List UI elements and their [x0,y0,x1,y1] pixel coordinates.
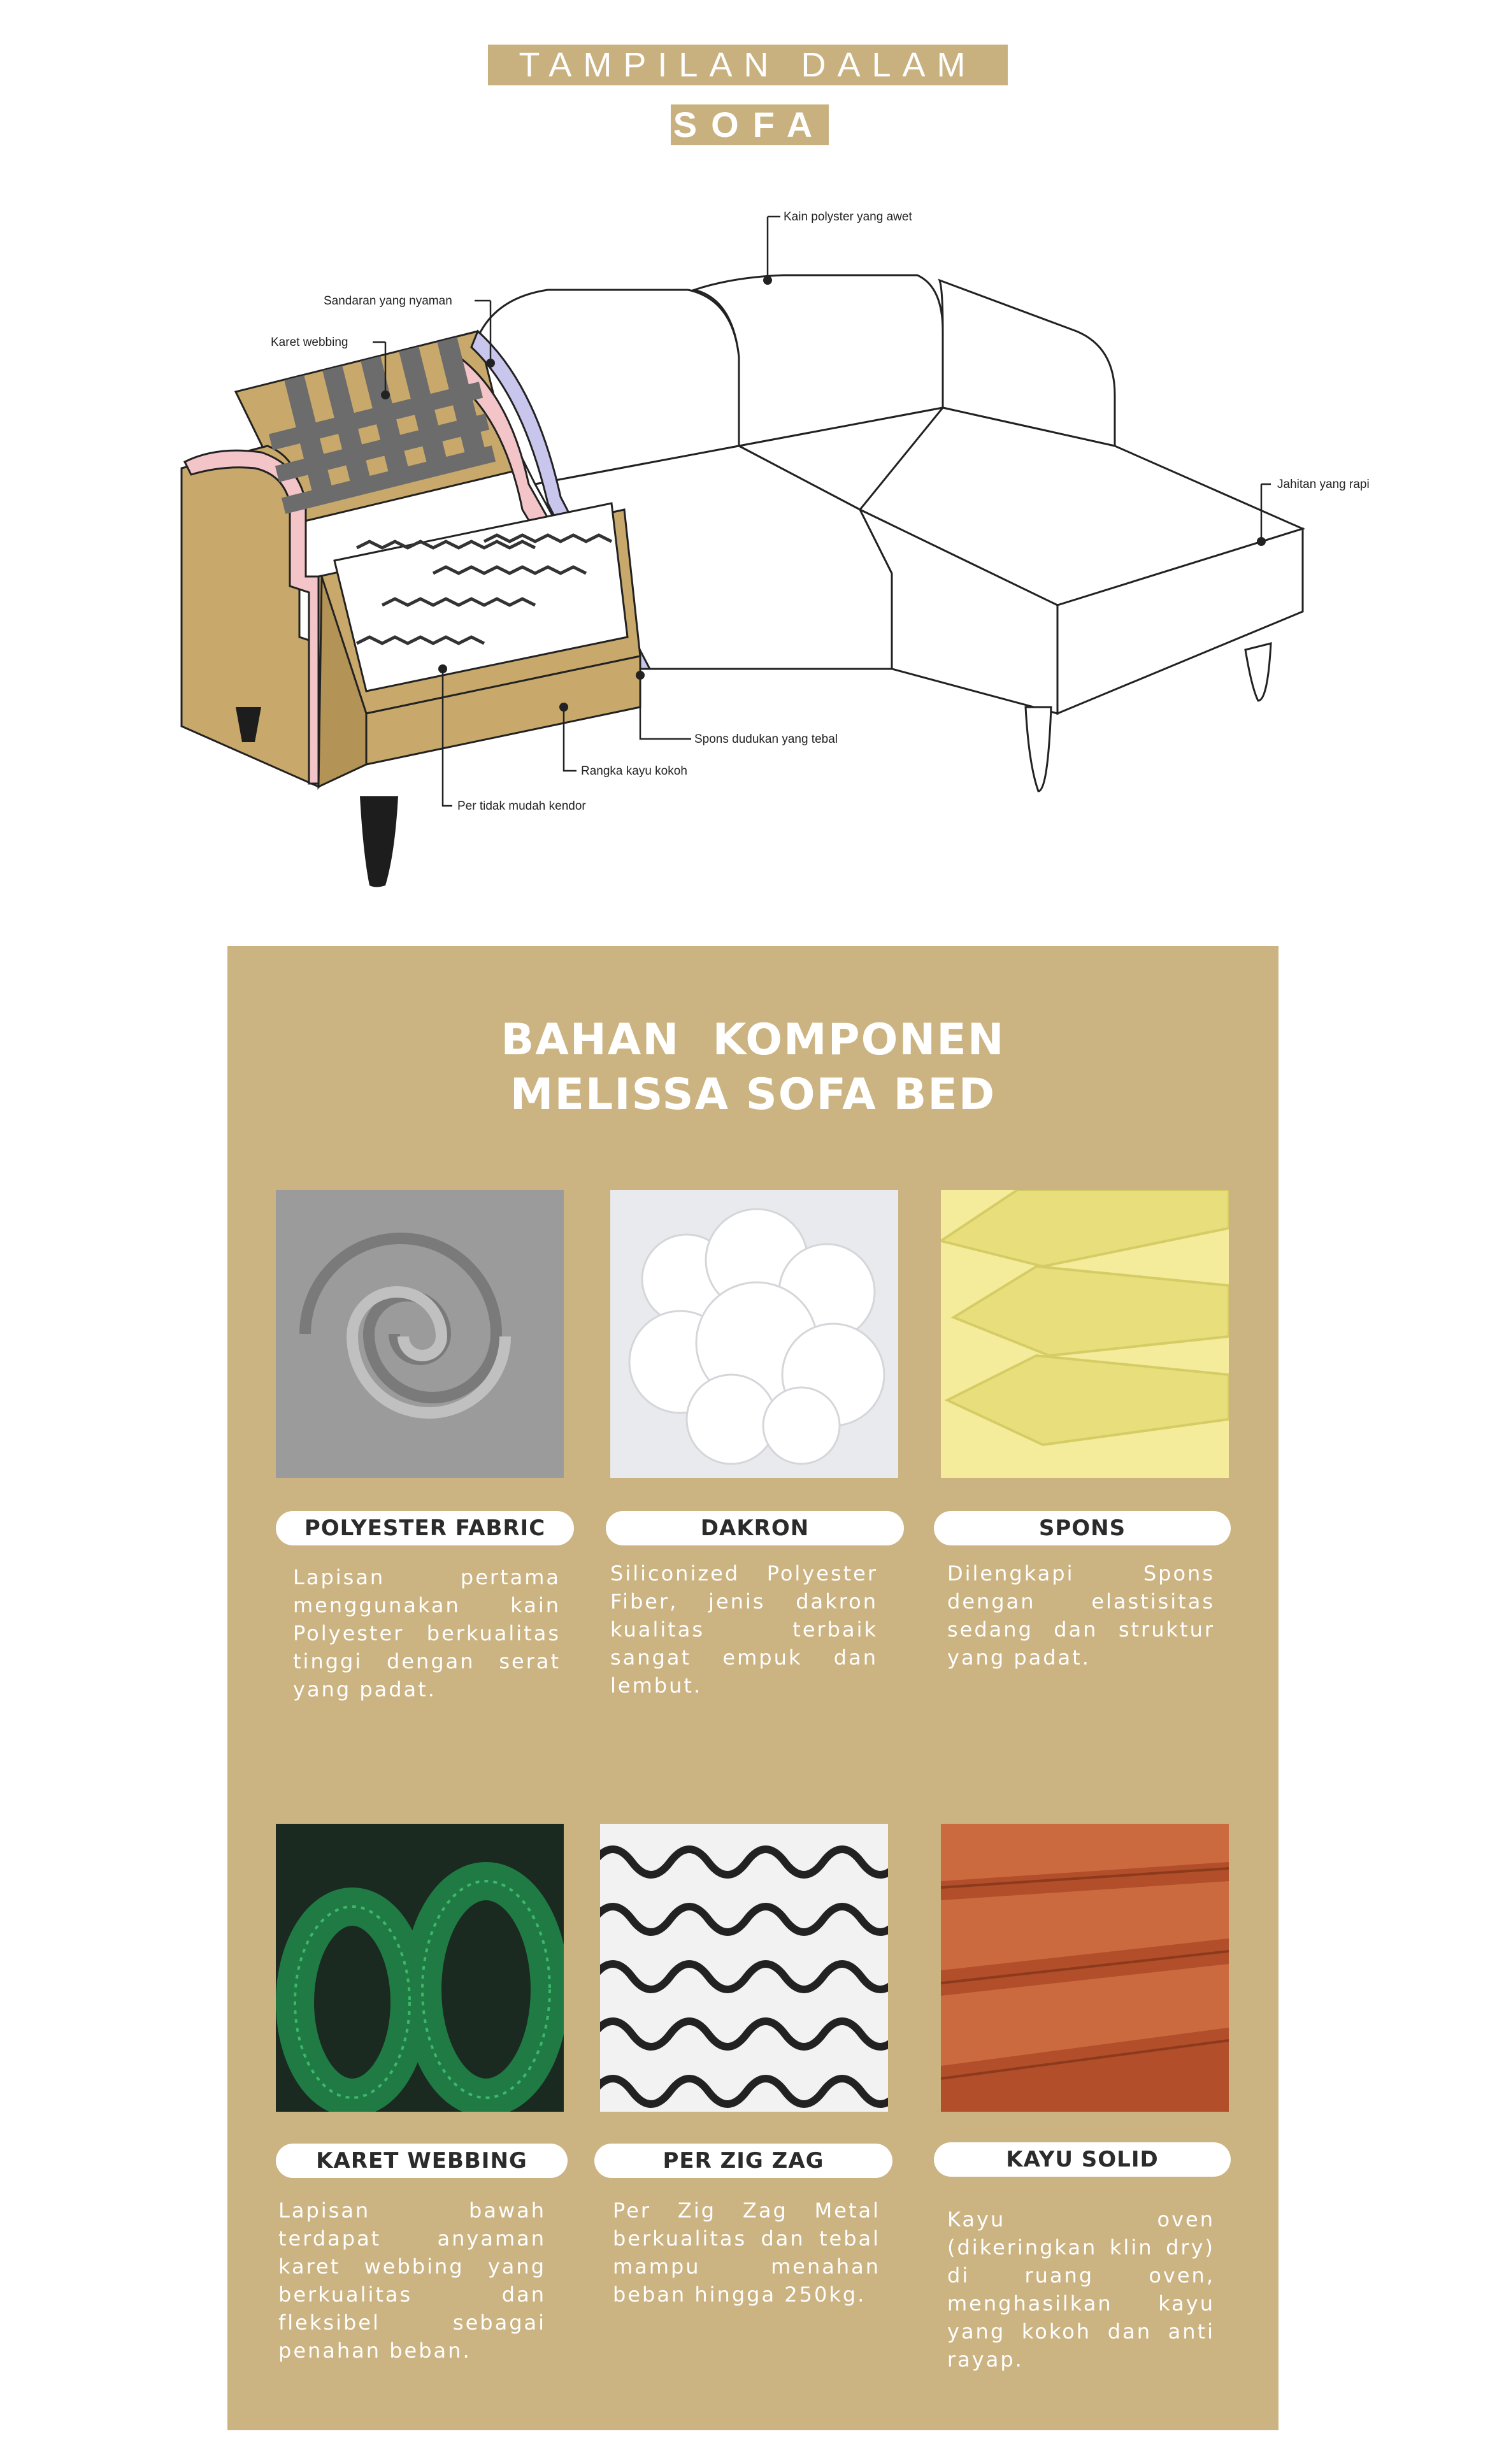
material-desc-1: Lapisan pertama menggunakan kain Polyester berkualitas tinggi dengan serat yang padat. [293,1565,561,1701]
material-name-6: KAYU SOLID [934,2142,1231,2177]
materials-panel [227,946,1278,2430]
fabric-photo [276,1190,564,1478]
foam-photo [941,1190,1229,1478]
panel-heading [227,1013,1278,1122]
title-line-1: TAMPILAN DALAM [488,45,1008,85]
callout-karet: Karet webbing [271,336,348,349]
callout-spons: Spons dudukan yang tebal [694,733,838,746]
material-desc-3: Dilengkapi Spons dengan elastisitas sedang dan struktur yang padat. [947,1561,1215,1670]
material-desc-4: Lapisan bawah terdapat anyaman karet webbing yang berkualitas dan fleksibel sebagai penahan beban. [278,2198,546,2363]
material-desc-6: Kayu oven (dikeringkan klin dry) di ruang oven, menghasilkan kayu yang kokoh dan anti rayap. [947,2207,1215,2372]
wood-photo [941,1824,1229,2112]
material-name-3: SPONS [934,1511,1231,1545]
callout-rangka: Rangka kayu kokoh [581,764,687,778]
callout-kain: Kain polyster yang awet [784,210,912,224]
callout-sandaran: Sandaran yang nyaman [324,294,452,308]
material-name-2: DAKRON [606,1511,904,1545]
spring-photo [600,1824,888,2112]
panel-heading-line-1: BAHAN KOMPONEN [501,1015,1005,1065]
callout-jahitan: Jahitan yang rapi [1277,478,1370,491]
material-desc-2: Siliconized Polyester Fiber, jenis dakron kualitas terbaik sangat empuk dan lembut. [610,1561,878,1698]
material-name-5: PER ZIG ZAG [594,2144,892,2178]
sofa-cutaway-diagram [0,159,1504,924]
material-name-4: KARET WEBBING [276,2144,568,2178]
title-line-2: SOFA [671,104,829,145]
panel-heading-line-2: MELISSA SOFA BED [510,1070,996,1120]
material-desc-5: Per Zig Zag Metal berkualitas dan tebal mampu menahan beban hingga 250kg. [613,2198,880,2307]
material-name-1: POLYESTER FABRIC [276,1511,574,1545]
dacron-photo [610,1190,898,1478]
callout-per: Per tidak mudah kendor [457,799,586,813]
webbing-photo [276,1824,564,2112]
